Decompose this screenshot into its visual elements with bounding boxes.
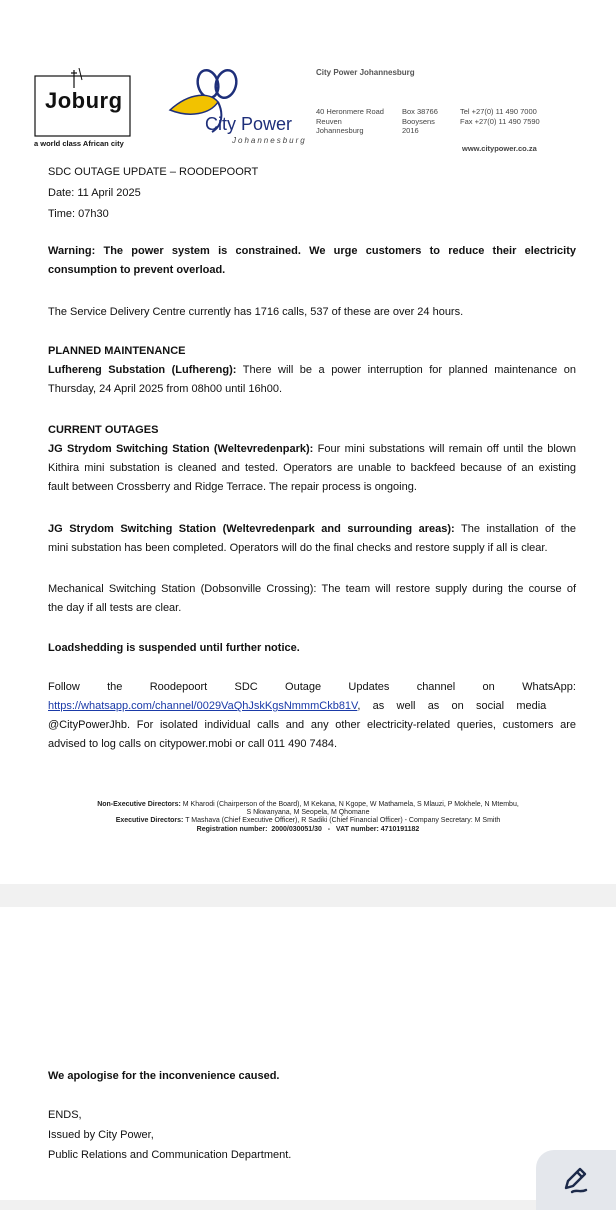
outage-item-3: Mechanical Switching Station (Dobsonville Crossing): The team will restore supply during the course of the day if all tests are clear. <box>48 583 576 614</box>
loadshedding-notice: Loadshedding is suspended until further notice. <box>48 642 300 654</box>
address-line: Johannesburg <box>316 126 364 135</box>
registration-line: Registration number: 2000/030051/30 - VAT number: 4710191182 <box>196 825 420 833</box>
follow-word: on <box>482 681 495 693</box>
city-power-logo-text: City Power <box>205 114 293 134</box>
company-name: City Power Johannesburg <box>316 68 415 77</box>
planned-maintenance-item: Lufhereng Substation (Lufhereng): There will be a power interruption for planned maintenance on Thursday, 24 April 2025 from 08h00 until 16h00. <box>48 364 576 395</box>
planned-item-title: Lufhereng Substation (Lufhereng): <box>48 364 237 376</box>
directors-footer: Non-Executive Directors: M Kharodi (Chairperson of the Board), M Kekana, N Kgope, W Mathamela, S Mlauzi, P Mokhele, N Mtembu, S Nkwanyana, M Seopela, M Qhomane Executive Directors: T Mashava (Chief Executive Officer), R Sadiki (Chief Financial Officer) - Company Secretary: M Smith Registration number: 2000/030051/30 - VAT number: 4710191182 <box>60 801 556 834</box>
apology-line: We apologise for the inconvenience caused. <box>48 1070 280 1082</box>
address-block <box>316 107 384 136</box>
document-page-2 <box>0 907 616 1200</box>
exec-label: Executive Directors: <box>115 817 184 825</box>
whatsapp-channel-link[interactable]: https://whatsapp.com/channel/0029VaQhJskKgsNmmmCkb81V <box>48 700 358 712</box>
follow-line-1 <box>48 678 576 697</box>
doc-date: Date: 11 April 2025 <box>48 187 141 199</box>
issued-by-line: Issued by City Power, <box>48 1129 154 1141</box>
follow-word: Updates <box>348 681 390 693</box>
non-exec-label: Non-Executive Directors: <box>97 801 181 808</box>
tel-line: Tel +27(0) 11 490 7000 <box>460 107 537 116</box>
fax-line: Fax +27(0) 11 490 7590 <box>460 116 540 126</box>
address-line: Reuven <box>316 116 342 126</box>
follow-word: Follow <box>48 681 80 693</box>
outage-2-title: JG Strydom Switching Station (Weltevredenpark and surrounding areas): <box>48 523 455 535</box>
warning-paragraph: Warning: The power system is constrained. We urge customers to reduce their electricity consumption to prevent overload. <box>48 245 576 276</box>
follow-word: Roodepoort <box>149 681 208 693</box>
outage-1-title: JG Strydom Switching Station (Weltevredenpark): <box>48 443 314 455</box>
joburg-tagline: a world class African city <box>34 139 124 148</box>
address-line: 40 Heronmere Road <box>316 107 384 116</box>
box-line: 2016 <box>402 126 419 135</box>
outage-item-2: JG Strydom Switching Station (Weltevredenpark and surrounding areas): The installation of the mini substation has been completed. Operators will do the final checks and restore supply if all is clear. <box>48 523 576 554</box>
website-link[interactable]: www.citypower.co.za <box>462 144 537 153</box>
city-power-logo-subtext: Johannesburg <box>232 136 307 145</box>
follow-word: WhatsApp: <box>522 681 576 693</box>
outage-item-1: JG Strydom Switching Station (Weltevredenpark): Four mini substations will remain off until the blown Kithira mini substation is cleaned and tested. Operators are unable to backfeed because of an existing fault between Crossberry and Ridge Terrace. The repair process is ongoing. <box>48 443 577 493</box>
joburg-logo-text: Joburg <box>45 88 123 113</box>
doc-time: Time: 07h30 <box>48 208 109 220</box>
follow-paragraph: Follow the Roodepoort SDC Outage Updates channel on WhatsApp: https://whatsapp.com/channel/0029VaQhJskKgsNmmmCkb81V, as well as on social media @CityPowerJhb. For isolated individual calls and any other electricity-related queries, customers are advised to log calls on citypower.mobi or call 011 490 7484. <box>48 678 576 754</box>
follow-word: Outage <box>285 681 322 693</box>
doc-title: SDC OUTAGE UPDATE – ROODEPOORT <box>48 166 259 178</box>
current-outages-heading: CURRENT OUTAGES <box>48 424 159 436</box>
planned-maintenance-heading: PLANNED MAINTENANCE <box>48 345 186 357</box>
edit-button[interactable] <box>536 1150 616 1210</box>
po-box-block <box>402 107 438 136</box>
follow-word: SDC <box>234 681 258 693</box>
calls-summary: The Service Delivery Centre currently has 1716 calls, 537 of these are over 24 hours. <box>48 306 464 318</box>
follow-word: the <box>107 681 123 693</box>
box-line: Booysens <box>402 116 435 126</box>
department-line: Public Relations and Communication Department. <box>48 1149 292 1161</box>
contact-block <box>460 107 540 126</box>
pen-edit-icon <box>558 1162 592 1196</box>
ends-line: ENDS, <box>48 1109 82 1121</box>
box-line: Box 38766 <box>402 107 438 116</box>
follow-word: channel <box>416 681 456 693</box>
